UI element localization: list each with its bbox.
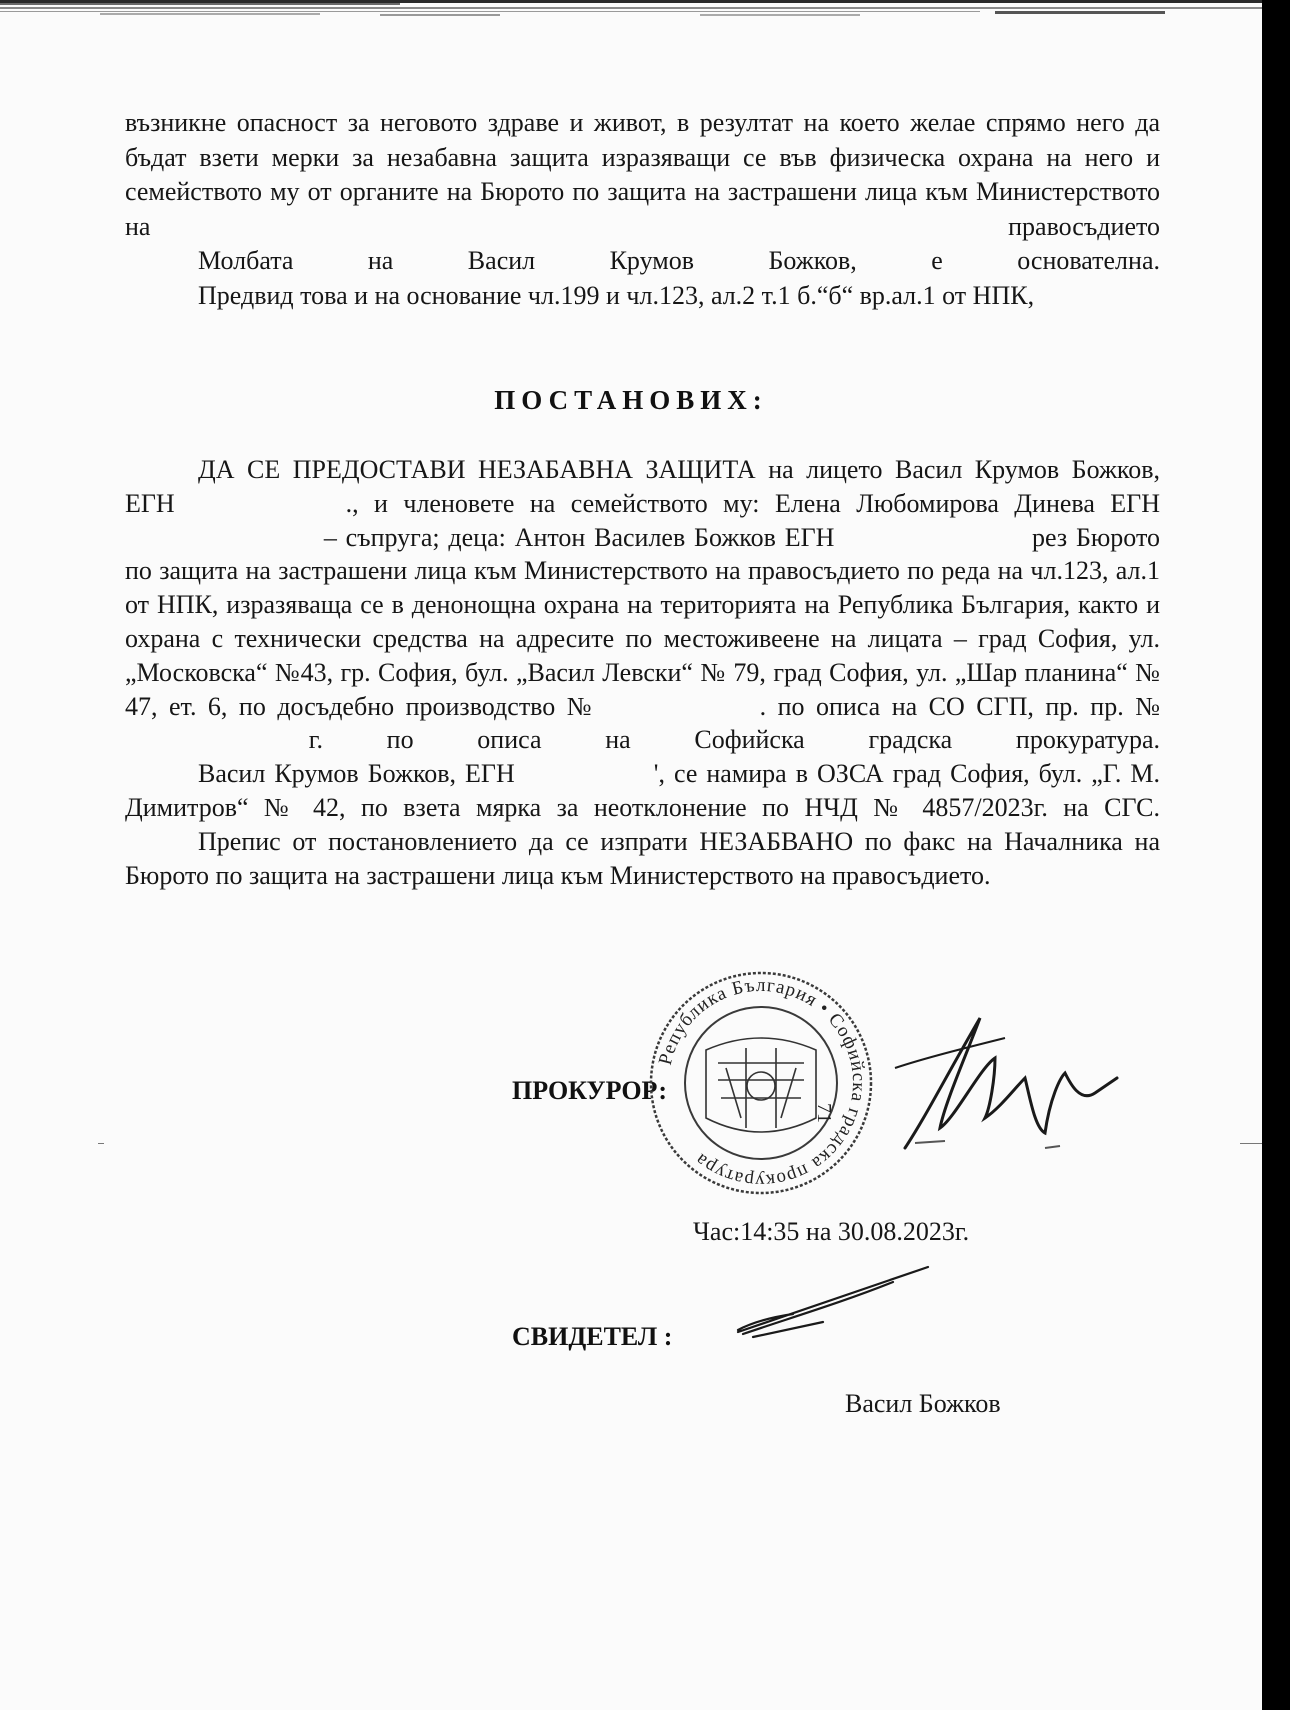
order-text-c: ., и членовете на семейството му: Елена Любомирова Динева ЕГН bbox=[345, 488, 1160, 518]
order-text-f: . по описа на СО СГП, пр. пр. № bbox=[759, 691, 1161, 721]
witness-signature bbox=[733, 1262, 933, 1342]
intro-paragraph-3: Предвид това и на основание чл.199 и чл.123, ал.2 т.1 б.“б“ вр.ал.1 от НПК, bbox=[198, 280, 1035, 310]
witness-name: Васил Божков bbox=[845, 1389, 1001, 1418]
order-paragraph-3: Препис от постановлението да се изпрати НЕЗАБВАНО по факс на Началника на Бюрото по защита на застрашени лица към Министерството на правосъдието. bbox=[125, 826, 1160, 890]
scan-mark bbox=[98, 1143, 104, 1144]
order-text-d: – съпруга; деца: Антон Василев Божков ЕГН bbox=[323, 522, 835, 552]
order-text-b: на лицето Васил Крумов Божков, ЕГН bbox=[125, 455, 1160, 518]
order-text bbox=[125, 453, 1160, 892]
order-p2-text-b: ', се намира в ОЗСА град София, бул. „Г. М. Димитров“ № 42, по взета мярка за неотклонение по НЧД № 4857/2023г. на СГС. bbox=[125, 759, 1160, 822]
stamp-number: 71 bbox=[813, 1103, 835, 1123]
intro-paragraph-1: възникне опасност за неговото здраве и живот, в резултат на което желае спрямо него да бъдат взети мерки за незабавна защита изразяващи се във физическа охрана на него и семейството му от органите на Бюрото по защита на застрашени лица към Министерството на правосъдието bbox=[125, 108, 1160, 241]
intro-paragraphs bbox=[125, 106, 1160, 313]
scan-mark bbox=[1240, 1143, 1262, 1144]
official-stamp bbox=[646, 968, 876, 1198]
order-paragraph-2 bbox=[125, 757, 1160, 825]
stamp-emblem bbox=[706, 1038, 816, 1132]
prosecutor-signature bbox=[885, 1008, 1125, 1158]
date-time-line: Час:14:35 на 30.08.2023г. bbox=[693, 1217, 970, 1246]
scan-top-edge-noise bbox=[0, 0, 1262, 28]
intro-paragraph-2: Молбата на Васил Крумов Божков, е основателна. bbox=[198, 246, 1160, 275]
order-text-e: рез Бюрото по защита на застрашени лица към Министерството на правосъдието по реда на чл.123, ал.1 от НПК, изразяваща се в денонощна охрана на територията на Република България, както и охрана с технически средства на адресите по местоживеене на лицата – град София, ул. „Московска“ №43, гр. София, бул. „Васил Левски“ № 79, град София, ул. „Шар планина“ № 47, ет. 6, по досъдебно производство № bbox=[125, 522, 1160, 721]
section-heading: ПОСТАНОВИХ: bbox=[494, 385, 768, 415]
svg-text:Република България • Софийска: Република България • Софийска градска прокуратура bbox=[654, 974, 870, 1192]
order-text-g: г. по описа на Софийска градска прокуратура. bbox=[308, 725, 1161, 755]
order-p2-text-a: Васил Крумов Божков, ЕГН bbox=[198, 759, 515, 789]
prosecutor-label: ПРОКУРОР: bbox=[512, 1076, 668, 1105]
witness-label: СВИДЕТЕЛ : bbox=[512, 1322, 673, 1351]
order-caps-phrase: ДА СЕ ПРЕДОСТАВИ НЕЗАБАВНА ЗАЩИТА bbox=[198, 455, 756, 484]
order-paragraph-1 bbox=[125, 453, 1160, 757]
